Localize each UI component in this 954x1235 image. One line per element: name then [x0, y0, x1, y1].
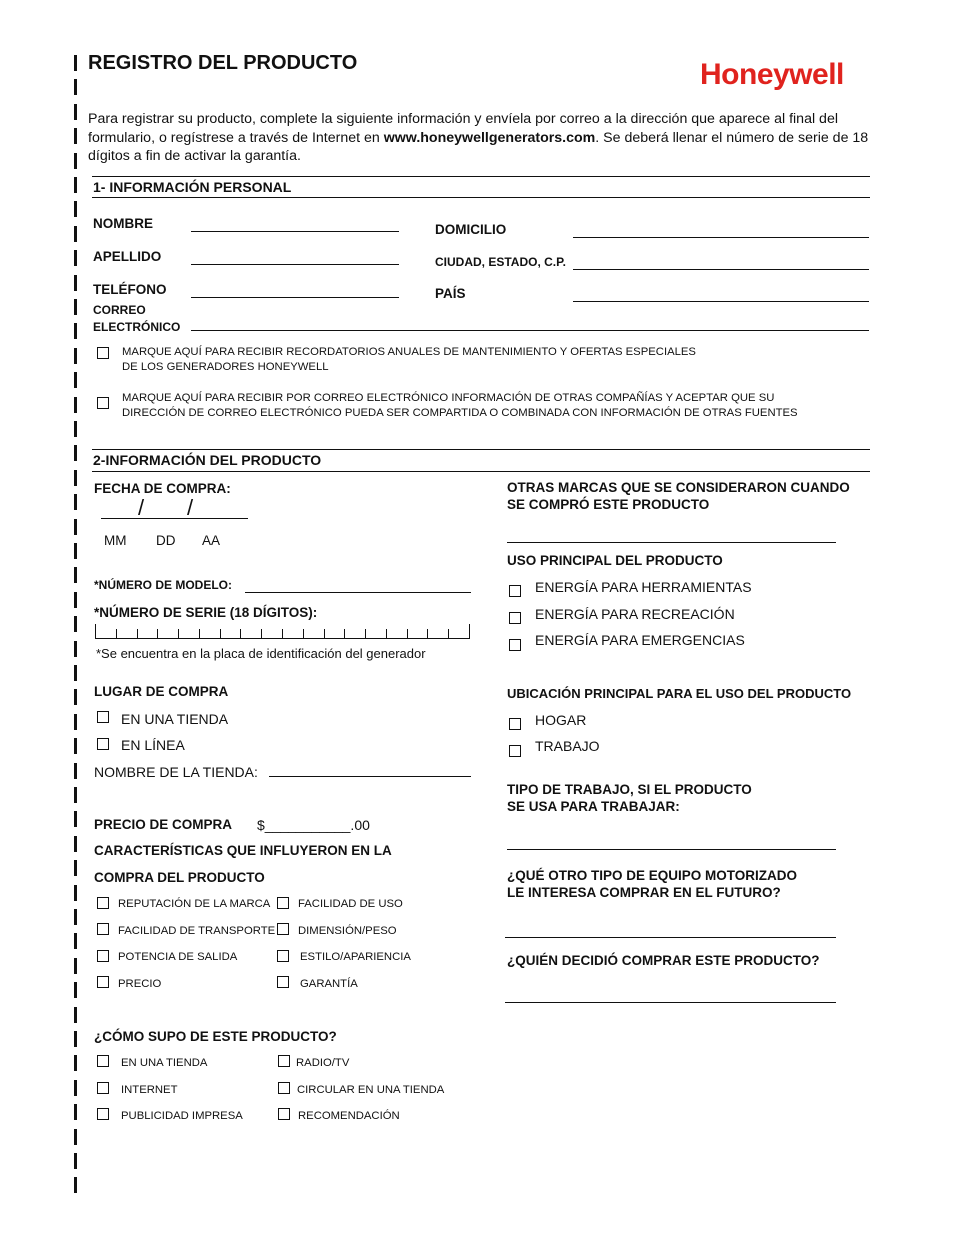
dimension-label: DIMENSIÓN/PESO: [298, 925, 397, 937]
potencia-label: POTENCIA DE SALIDA: [118, 951, 238, 963]
circular-checkbox[interactable]: [278, 1082, 290, 1094]
garantia-checkbox[interactable]: [277, 976, 289, 988]
margin-tick: [74, 738, 77, 754]
honeywell-logo: Honeywell: [700, 58, 844, 91]
domicilio-label: DOMICILIO: [435, 222, 507, 237]
estilo-checkbox[interactable]: [277, 950, 289, 962]
herramientas-checkbox[interactable]: [509, 585, 521, 597]
tipo-trabajo-label-1: TIPO DE TRABAJO, SI EL PRODUCTO: [507, 782, 752, 797]
margin-tick: [74, 1177, 77, 1193]
en-linea-checkbox[interactable]: [97, 738, 109, 750]
quien-field[interactable]: [505, 1002, 836, 1003]
trabajo-checkbox[interactable]: [509, 745, 521, 757]
serial-digit-divider: [116, 629, 117, 638]
opt1-line1: MARQUE AQUÍ PARA RECIBIR RECORDATORIOS ANUALES DE MANTENIMIENTO Y OFERTAS ESPECIALES: [122, 346, 696, 358]
opt2-line2: DIRECCIÓN DE CORREO ELECTRÓNICO PUEDA SER COMPARTIDA O COMBINADA CON INFORMACIÓN DE OTRAS FUENTES: [122, 407, 798, 419]
intro-part2: . Se deberá llenar el número de serie de 18 dígitos a fin de activar la garantía.: [88, 129, 869, 164]
herramientas-label: ENERGÍA PARA HERRAMIENTAS: [535, 579, 752, 595]
telefono-field[interactable]: [191, 297, 399, 298]
serial-digit-divider: [386, 629, 387, 638]
lugar-label: LUGAR DE COMPRA: [94, 684, 229, 699]
como-tienda-label: EN UNA TIENDA: [121, 1057, 208, 1069]
margin-tick: [74, 1153, 77, 1169]
hogar-label: HOGAR: [535, 712, 587, 728]
publicidad-label: PUBLICIDAD IMPRESA: [121, 1110, 243, 1122]
recomendacion-label: RECOMENDACIÓN: [298, 1110, 400, 1122]
section2-heading: 2-INFORMACIÓN DEL PRODUCTO: [93, 452, 322, 468]
margin-tick: [74, 1031, 77, 1047]
margin-tick: [74, 79, 77, 95]
internet-label: INTERNET: [121, 1084, 178, 1096]
margin-tick: [74, 153, 77, 169]
uso-label: USO PRINCIPAL DEL PRODUCTO: [507, 553, 723, 568]
serial-digit-divider: [220, 629, 221, 638]
serial-digit-divider: [469, 624, 470, 638]
margin-tick: [74, 714, 77, 730]
emergencias-checkbox[interactable]: [509, 639, 521, 651]
section1-top-rule: [92, 176, 870, 177]
margin-tick: [74, 177, 77, 193]
fecha-label: FECHA DE COMPRA:: [94, 481, 231, 496]
modelo-field[interactable]: [245, 592, 471, 593]
margin-tick: [74, 445, 77, 461]
nombre-label: NOMBRE: [93, 216, 153, 231]
margin-tick: [74, 1055, 77, 1071]
reputacion-checkbox[interactable]: [97, 897, 109, 909]
margin-tick: [74, 665, 77, 681]
en-tienda-checkbox[interactable]: [97, 711, 109, 723]
domicilio-field[interactable]: [573, 237, 869, 238]
radio-tv-checkbox[interactable]: [278, 1055, 290, 1067]
serial-digit-divider: [261, 629, 262, 638]
internet-checkbox[interactable]: [97, 1082, 109, 1094]
serial-digit-divider: [448, 629, 449, 638]
facilidad-uso-checkbox[interactable]: [277, 897, 289, 909]
margin-tick: [74, 275, 77, 291]
margin-tick: [74, 348, 77, 364]
margin-tick: [74, 1104, 77, 1120]
serial-digit-divider: [324, 629, 325, 638]
correo-label-1: CORREO: [93, 303, 146, 317]
precio-checkbox[interactable]: [97, 976, 109, 988]
margin-tick: [74, 55, 77, 71]
margin-tick: [74, 885, 77, 901]
date-slash-2: /: [187, 495, 194, 520]
serial-number-field[interactable]: [95, 624, 470, 639]
margin-tick: [74, 323, 77, 339]
nombre-tienda-label: NOMBRE DE LA TIENDA:: [94, 764, 258, 780]
correo-field[interactable]: [191, 330, 869, 331]
section1-heading: 1- INFORMACIÓN PERSONAL: [93, 179, 292, 195]
facilidad-transporte-checkbox[interactable]: [97, 923, 109, 935]
margin-tick: [74, 519, 77, 535]
margin-tick: [74, 299, 77, 315]
margin-tick: [74, 104, 77, 120]
reputacion-label: REPUTACIÓN DE LA MARCA: [118, 898, 271, 910]
otras-marcas-label-1: OTRAS MARCAS QUE SE CONSIDERARON CUANDO: [507, 480, 850, 495]
serial-digit-divider: [282, 629, 283, 638]
apellido-field[interactable]: [191, 264, 399, 265]
trabajo-label: TRABAJO: [535, 738, 600, 754]
precio-label: PRECIO DE COMPRA: [94, 817, 233, 832]
margin-tick: [74, 1129, 77, 1145]
serial-digit-divider: [199, 629, 200, 638]
serial-digit-divider: [240, 629, 241, 638]
margin-tick: [74, 787, 77, 803]
serial-digit-divider: [365, 629, 366, 638]
pais-field[interactable]: [573, 301, 869, 302]
circular-label: CIRCULAR EN UNA TIENDA: [297, 1084, 445, 1096]
garantia-label: GARANTÍA: [300, 978, 358, 990]
tipo-trabajo-label-2: SE USA PARA TRABAJAR:: [507, 799, 680, 814]
como-label: ¿CÓMO SUPO DE ESTE PRODUCTO?: [94, 1029, 337, 1044]
dd-label: DD: [156, 533, 176, 548]
margin-tick: [74, 933, 77, 949]
ubicacion-label: UBICACIÓN PRINCIPAL PARA EL USO DEL PRODUCTO: [507, 686, 852, 701]
serial-digit-divider: [344, 629, 345, 638]
intro-url[interactable]: www.honeywellgenerators.com: [383, 129, 596, 146]
margin-tick: [74, 128, 77, 144]
estilo-label: ESTILO/APARIENCIA: [300, 951, 411, 963]
en-linea-label: EN LÍNEA: [121, 737, 185, 753]
en-tienda-label: EN UNA TIENDA: [121, 711, 229, 727]
margin-tick: [74, 641, 77, 657]
caract-label-1: CARACTERÍSTICAS QUE INFLUYERON EN LA: [94, 843, 392, 858]
serial-digit-divider: [407, 629, 408, 638]
serial-digit-divider: [95, 624, 96, 638]
margin-tick: [74, 836, 77, 852]
margin-tick: [74, 226, 77, 242]
section2-bottom-rule: [92, 471, 870, 472]
recreacion-checkbox[interactable]: [509, 612, 521, 624]
recomendacion-checkbox[interactable]: [278, 1108, 290, 1120]
margin-tick: [74, 689, 77, 705]
telefono-label: TELÉFONO: [93, 282, 167, 297]
modelo-label: *NÚMERO DE MODELO:: [94, 578, 232, 592]
precio-field[interactable]: $___________.00: [257, 817, 370, 833]
nombre-tienda-field[interactable]: [269, 776, 471, 777]
margin-tick: [74, 860, 77, 876]
margin-tick: [74, 909, 77, 925]
facilidad-transporte-label: FACILIDAD DE TRANSPORTE: [118, 925, 276, 937]
margin-tick: [74, 958, 77, 974]
margin-tick: [74, 763, 77, 779]
otras-marcas-label-2: SE COMPRÓ ESTE PRODUCTO: [507, 497, 710, 512]
margin-tick: [74, 1080, 77, 1096]
margin-tick: [74, 1007, 77, 1023]
hogar-checkbox[interactable]: [509, 718, 521, 730]
margin-tick: [74, 567, 77, 583]
equipo-label-2: LE INTERESA COMPRAR EN EL FUTURO?: [507, 885, 781, 900]
como-tienda-checkbox[interactable]: [97, 1055, 109, 1067]
intro-part1: Para registrar su producto, complete la siguiente información y envíela por correo a la dirección que aparece al final del formulario, o regístrese a través de Internet en: [88, 111, 838, 146]
section2-top-rule: [92, 449, 870, 450]
quien-label: ¿QUIÉN DECIDIÓ COMPRAR ESTE PRODUCTO?: [507, 953, 820, 968]
correo-label-2: ELECTRÓNICO: [93, 320, 181, 334]
ciudad-field[interactable]: [573, 269, 869, 270]
margin-tick: [74, 543, 77, 559]
emergencias-label: ENERGÍA PARA EMERGENCIAS: [535, 632, 745, 648]
margin-tick: [74, 201, 77, 217]
radio-tv-label: RADIO/TV: [296, 1057, 350, 1069]
recreacion-label: ENERGÍA PARA RECREACIÓN: [535, 606, 735, 622]
serial-digit-divider: [303, 629, 304, 638]
page-title: REGISTRO DEL PRODUCTO: [88, 52, 358, 74]
otras-marcas-field[interactable]: [507, 542, 836, 543]
equipo-field[interactable]: [505, 937, 836, 938]
opt2-line1: MARQUE AQUÍ PARA RECIBIR POR CORREO ELECTRÓNICO INFORMACIÓN DE OTRAS COMPAÑÍAS Y ACEPTAR QUE SU: [122, 392, 775, 404]
opt1-line2: DE LOS GENERADORES HONEYWELL: [122, 361, 329, 373]
pais-label: PAÍS: [435, 286, 466, 301]
serie-note: *Se encuentra en la placa de identificación del generador: [96, 646, 426, 661]
mm-label: MM: [104, 533, 127, 548]
date-slash-1: /: [138, 495, 145, 520]
caract-label-2: COMPRA DEL PRODUCTO: [94, 870, 265, 885]
nombre-field[interactable]: [191, 231, 399, 232]
ciudad-label: CIUDAD, ESTADO, C.P.: [435, 255, 566, 269]
equipo-label-1: ¿QUÉ OTRO TIPO DE EQUIPO MOTORIZADO: [507, 868, 798, 883]
margin-tick: [74, 470, 77, 486]
margin-tick: [74, 616, 77, 632]
margin-tick: [74, 811, 77, 827]
publicidad-checkbox[interactable]: [97, 1108, 109, 1120]
serial-digit-divider: [157, 629, 158, 638]
serie-label: *NÚMERO DE SERIE (18 DÍGITOS):: [94, 605, 318, 620]
margin-tick: [74, 982, 77, 998]
serial-digit-divider: [137, 629, 138, 638]
maintenance-reminder-checkbox[interactable]: [97, 347, 109, 359]
apellido-label: APELLIDO: [93, 249, 162, 264]
potencia-checkbox[interactable]: [97, 950, 109, 962]
margin-tick: [74, 494, 77, 510]
section1-bottom-rule: [92, 197, 870, 198]
margin-tick: [74, 421, 77, 437]
margin-tick: [74, 372, 77, 388]
fecha-field[interactable]: [101, 518, 248, 519]
aa-label: AA: [202, 533, 221, 548]
serial-digit-divider: [178, 629, 179, 638]
serial-digit-divider: [427, 629, 428, 638]
dimension-checkbox[interactable]: [277, 923, 289, 935]
margin-tick: [74, 397, 77, 413]
intro-text: [88, 110, 878, 166]
facilidad-uso-label: FACILIDAD DE USO: [298, 898, 403, 910]
tipo-trabajo-field[interactable]: [507, 849, 836, 850]
precio-opt-label: PRECIO: [118, 978, 162, 990]
margin-tick: [74, 592, 77, 608]
share-email-checkbox[interactable]: [97, 397, 109, 409]
margin-tick: [74, 250, 77, 266]
